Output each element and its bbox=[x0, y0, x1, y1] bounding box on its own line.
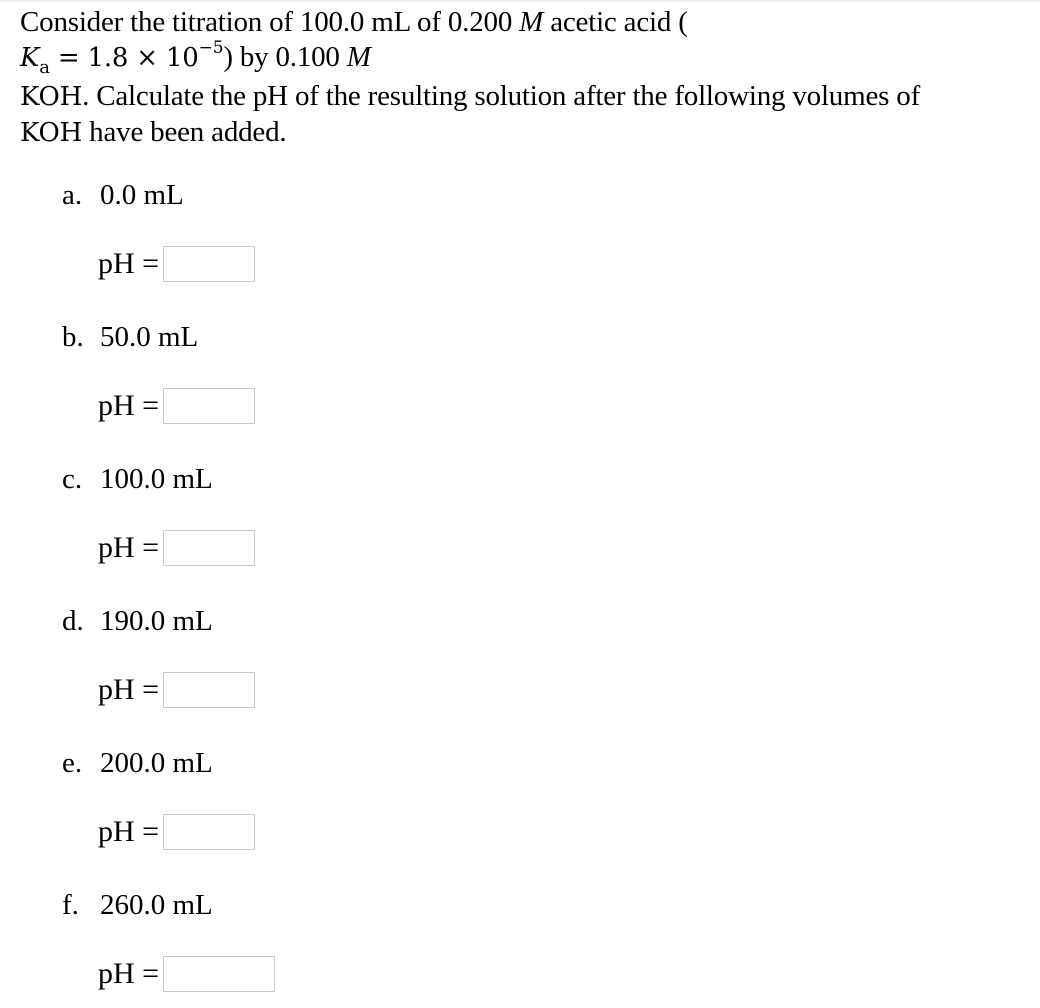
question-text bbox=[20, 5, 1020, 151]
part-letter: b. bbox=[62, 321, 84, 353]
part-c-answer bbox=[98, 528, 255, 568]
ph-label: pH = bbox=[98, 389, 160, 422]
koh-formula: KOH bbox=[20, 82, 83, 112]
ph-input-b[interactable] bbox=[163, 388, 255, 424]
part-volume: 200.0 mL bbox=[100, 747, 213, 779]
ph-label: pH = bbox=[98, 531, 160, 564]
part-letter: e. bbox=[62, 747, 83, 779]
koh-formula: KOH bbox=[20, 118, 83, 148]
ph-label: pH = bbox=[98, 247, 160, 280]
part-a-label bbox=[62, 178, 184, 213]
question-line-1 bbox=[20, 5, 1020, 40]
ph-input-c[interactable] bbox=[163, 530, 255, 566]
ph-label: pH = bbox=[98, 815, 160, 848]
part-letter: f. bbox=[62, 889, 79, 921]
part-e-label bbox=[62, 746, 213, 781]
ph-input-d[interactable] bbox=[163, 672, 255, 708]
part-b-label bbox=[62, 320, 198, 355]
part-volume: 260.0 mL bbox=[100, 889, 213, 921]
question-text-part: . Calculate the pH of the resulting solution after the following volumes of bbox=[82, 80, 921, 112]
question-line-3 bbox=[20, 79, 1020, 115]
question-text-part: ) by 0.100 bbox=[223, 41, 347, 73]
ph-input-e[interactable] bbox=[163, 814, 255, 850]
molarity-symbol: M bbox=[346, 41, 371, 73]
ka-exponent: −5 bbox=[198, 38, 224, 58]
ph-label: pH = bbox=[98, 957, 160, 990]
part-d-label bbox=[62, 604, 213, 639]
ka-symbol: K bbox=[20, 43, 40, 73]
question-text-part: have been added. bbox=[82, 116, 287, 148]
ka-value: = 1.8 × 10 bbox=[49, 43, 199, 73]
part-volume: 50.0 mL bbox=[100, 321, 199, 353]
molarity-symbol: M bbox=[519, 6, 544, 38]
ka-expression bbox=[20, 38, 224, 78]
part-letter: a. bbox=[62, 179, 83, 211]
part-letter: d. bbox=[62, 605, 84, 637]
top-divider bbox=[0, 0, 1040, 2]
part-f-answer bbox=[98, 954, 275, 994]
part-f-label bbox=[62, 888, 213, 923]
part-d-answer bbox=[98, 670, 255, 710]
part-b-answer bbox=[98, 386, 255, 426]
question-text-part: acetic acid ( bbox=[543, 6, 688, 38]
ka-subscript: a bbox=[39, 57, 50, 78]
ph-input-f[interactable] bbox=[163, 956, 275, 992]
question-line-2 bbox=[20, 40, 1020, 79]
part-a-answer bbox=[98, 244, 255, 284]
question-text-part: Consider the titration of 100.0 mL of 0.200 bbox=[20, 6, 520, 38]
part-e-answer bbox=[98, 812, 255, 852]
ph-input-a[interactable] bbox=[163, 246, 255, 282]
part-volume: 190.0 mL bbox=[100, 605, 213, 637]
part-letter: c. bbox=[62, 463, 83, 495]
part-volume: 0.0 mL bbox=[100, 179, 184, 211]
part-c-label bbox=[62, 462, 213, 497]
part-volume: 100.0 mL bbox=[100, 463, 213, 495]
question-line-4 bbox=[20, 115, 1020, 151]
ph-label: pH = bbox=[98, 673, 160, 706]
